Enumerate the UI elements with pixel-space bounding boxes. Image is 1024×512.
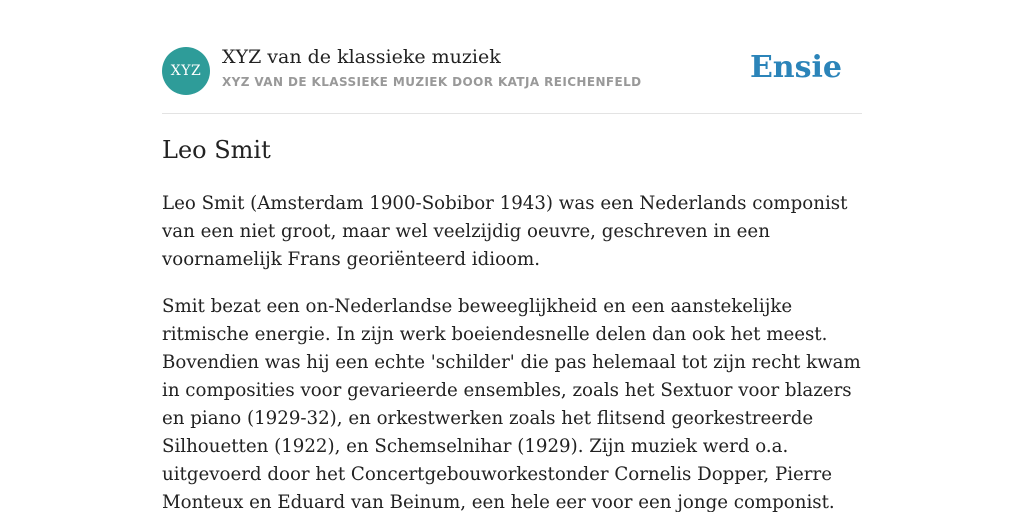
publication-header bbox=[162, 0, 862, 114]
publication-logo[interactable]: XYZ bbox=[162, 47, 210, 95]
content-column bbox=[162, 0, 862, 512]
article-body bbox=[162, 190, 864, 512]
article-paragraph: Smit bezat een on-Nederlandse beweeglijkheid en een aanstekelijke ritmische energie. In zijn werk boeiendesnelle delen dan ook het meest. Bovendien was hij een echte 'schilder' die pas helemaal tot zijn recht kwam in composities voor gevarieerde ensembles, zoals het Sextuor voor blazers en piano (1929-32), en orkestwerken zoals het flitsend georkestreerde Silhouetten (1922), en Schemselnihar (1929). Zijn muziek werd o.a. uitgevoerd door het Concertgebouworkestonder Cornelis Dopper, Pierre Monteux en Eduard van Beinum, een hele eer voor een jonge componist. bbox=[162, 296, 861, 512]
publication-subtitle: XYZ VAN DE KLASSIEKE MUZIEK DOOR KATJA REICHENFELD bbox=[222, 75, 642, 89]
publication-title[interactable]: XYZ van de klassieke muziek bbox=[222, 46, 501, 68]
ensie-brand-logo[interactable]: Ensie bbox=[749, 50, 842, 85]
article-title: Leo Smit bbox=[162, 136, 271, 164]
article-paragraph: Leo Smit (Amsterdam 1900-Sobibor 1943) was een Nederlands componist van een niet groot, maar wel veelzijdig oeuvre, geschreven in een voornamelijk Frans georiënteerd idioom. bbox=[162, 193, 848, 270]
